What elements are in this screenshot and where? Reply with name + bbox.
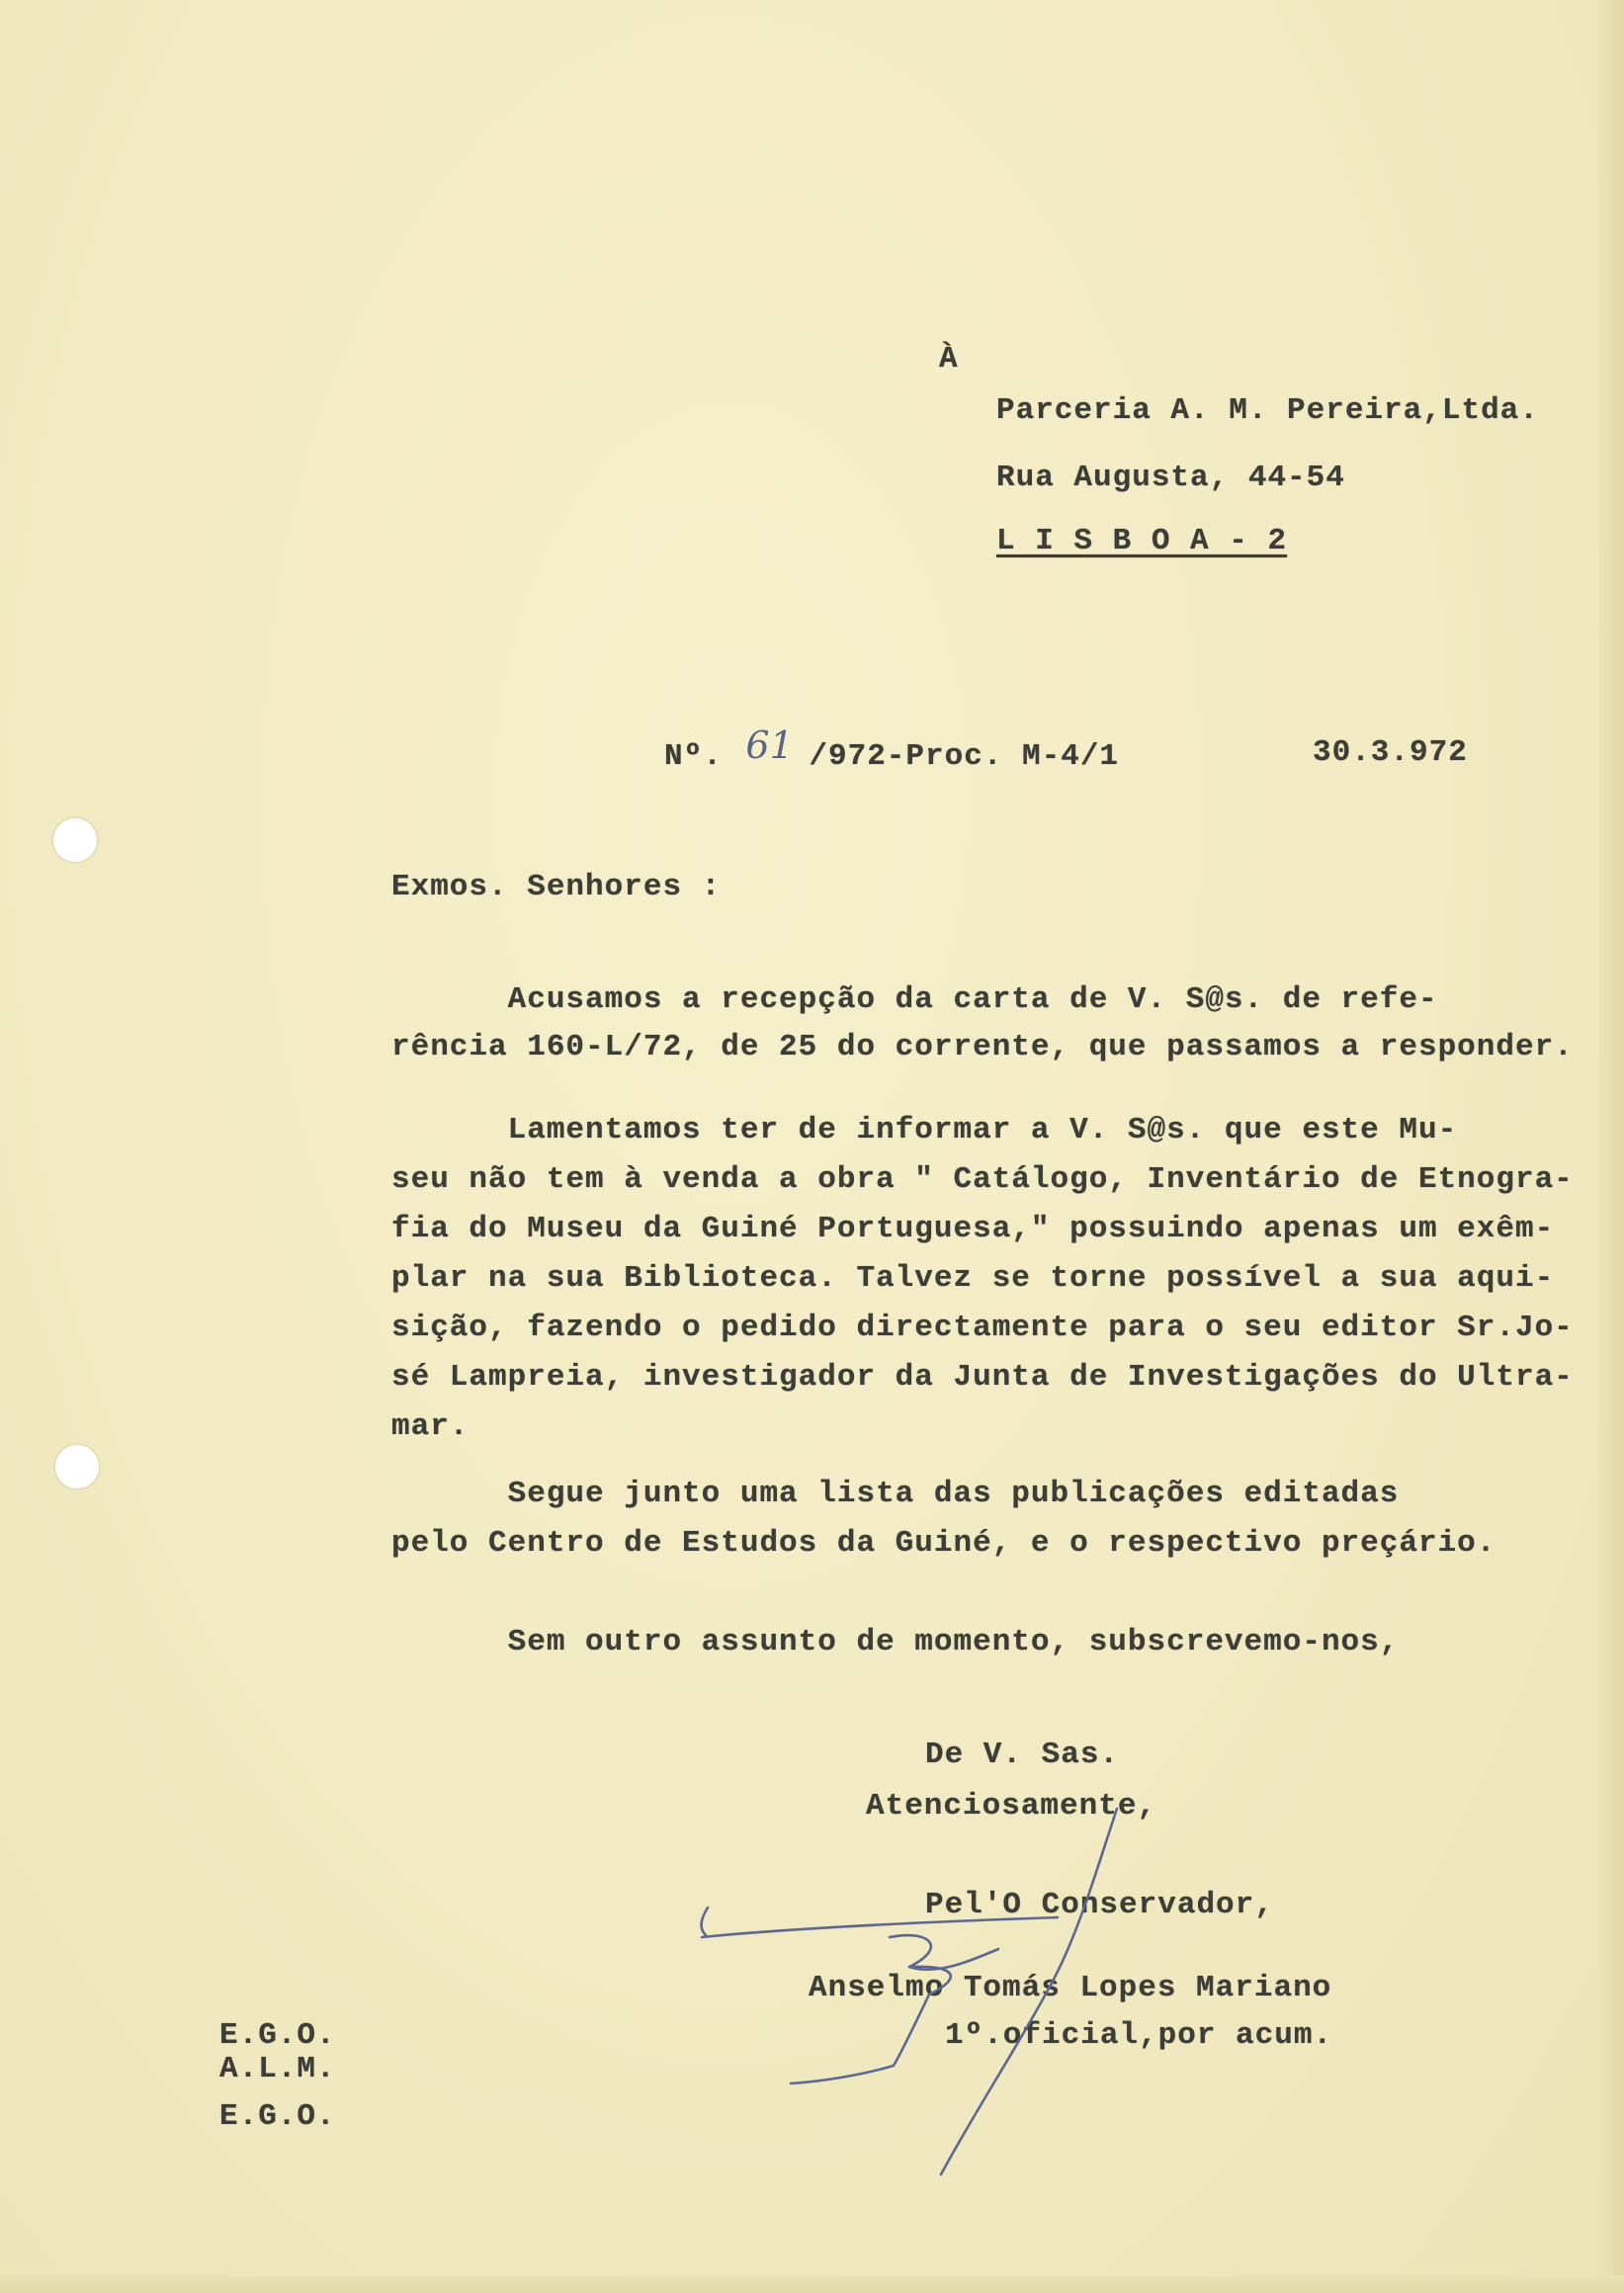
closing-on-behalf: Pel'O Conservador, — [925, 1888, 1274, 1922]
paragraph-1-line-2: rência 160-L/72, de 25 do corrente, que passamos a responder. — [391, 1030, 1574, 1064]
initials-line-1: E.G.O. — [219, 2018, 336, 2053]
paragraph-2-line-5: sição, fazendo o pedido directamente para o seu editor Sr.Jo- — [391, 1311, 1574, 1345]
paragraph-2-line-6: sé Lampreia, investigador da Junta de Investigações do Ultra- — [391, 1360, 1574, 1395]
reference-handwritten-number: 61 — [745, 723, 794, 767]
initials-line-2: A.L.M. — [219, 2052, 336, 2086]
paragraph-2-line-4: plar na sua Biblioteca. Talvez se torne possível a sua aqui- — [391, 1261, 1555, 1296]
punch-hole-bottom — [55, 1445, 99, 1488]
letter-date: 30.3.972 — [1313, 735, 1468, 770]
recipient-street: Rua Augusta, 44-54 — [996, 461, 1345, 495]
initials-line-3: E.G.O. — [219, 2099, 336, 2134]
paragraph-2-line-1: Lamentamos ter de informar a V. S@s. que este Mu- — [391, 1113, 1458, 1147]
salutation: Exmos. Senhores : — [391, 870, 722, 904]
paragraph-2-line-2: seu não tem à venda a obra " Catálogo, Inventário de Etnogra- — [391, 1162, 1574, 1197]
paper-edge-bottom — [0, 2275, 1624, 2293]
paragraph-3-line-2: pelo Centro de Estudos da Guiné, e o respectivo preçário. — [391, 1526, 1496, 1561]
reference-line — [664, 723, 1120, 774]
closing-line-1: De V. Sas. — [925, 1738, 1120, 1772]
recipient-name: Parceria A. M. Pereira,Ltda. — [996, 393, 1539, 428]
recipient-city: L I S B O A - 2 — [996, 524, 1288, 558]
closing-line-2: Atenciosamente, — [866, 1789, 1157, 1824]
signer-title: 1º.oficial,por acum. — [945, 2018, 1333, 2053]
punch-hole-top — [53, 818, 97, 862]
paragraph-4-line-1: Sem outro assunto de momento, subscrevemo-nos, — [391, 1625, 1400, 1659]
reference-process: /972-Proc. M-4/1 — [809, 739, 1120, 774]
paper-edge-right — [1598, 0, 1624, 2293]
paragraph-2-line-3: fia do Museu da Guiné Portuguesa," possuindo apenas um exêm- — [391, 1212, 1555, 1246]
paragraph-2-line-7: mar. — [391, 1409, 470, 1444]
handwritten-signature — [682, 1799, 1176, 2214]
paragraph-3-line-1: Segue junto uma lista das publicações editadas — [391, 1477, 1400, 1511]
recipient-prefix: À — [939, 342, 959, 377]
signer-name: Anselmo Tomás Lopes Mariano — [809, 1971, 1332, 2005]
paragraph-1-line-1: Acusamos a recepção da carta de V. S@s. de refe- — [391, 982, 1438, 1017]
reference-label: Nº. — [664, 739, 723, 774]
